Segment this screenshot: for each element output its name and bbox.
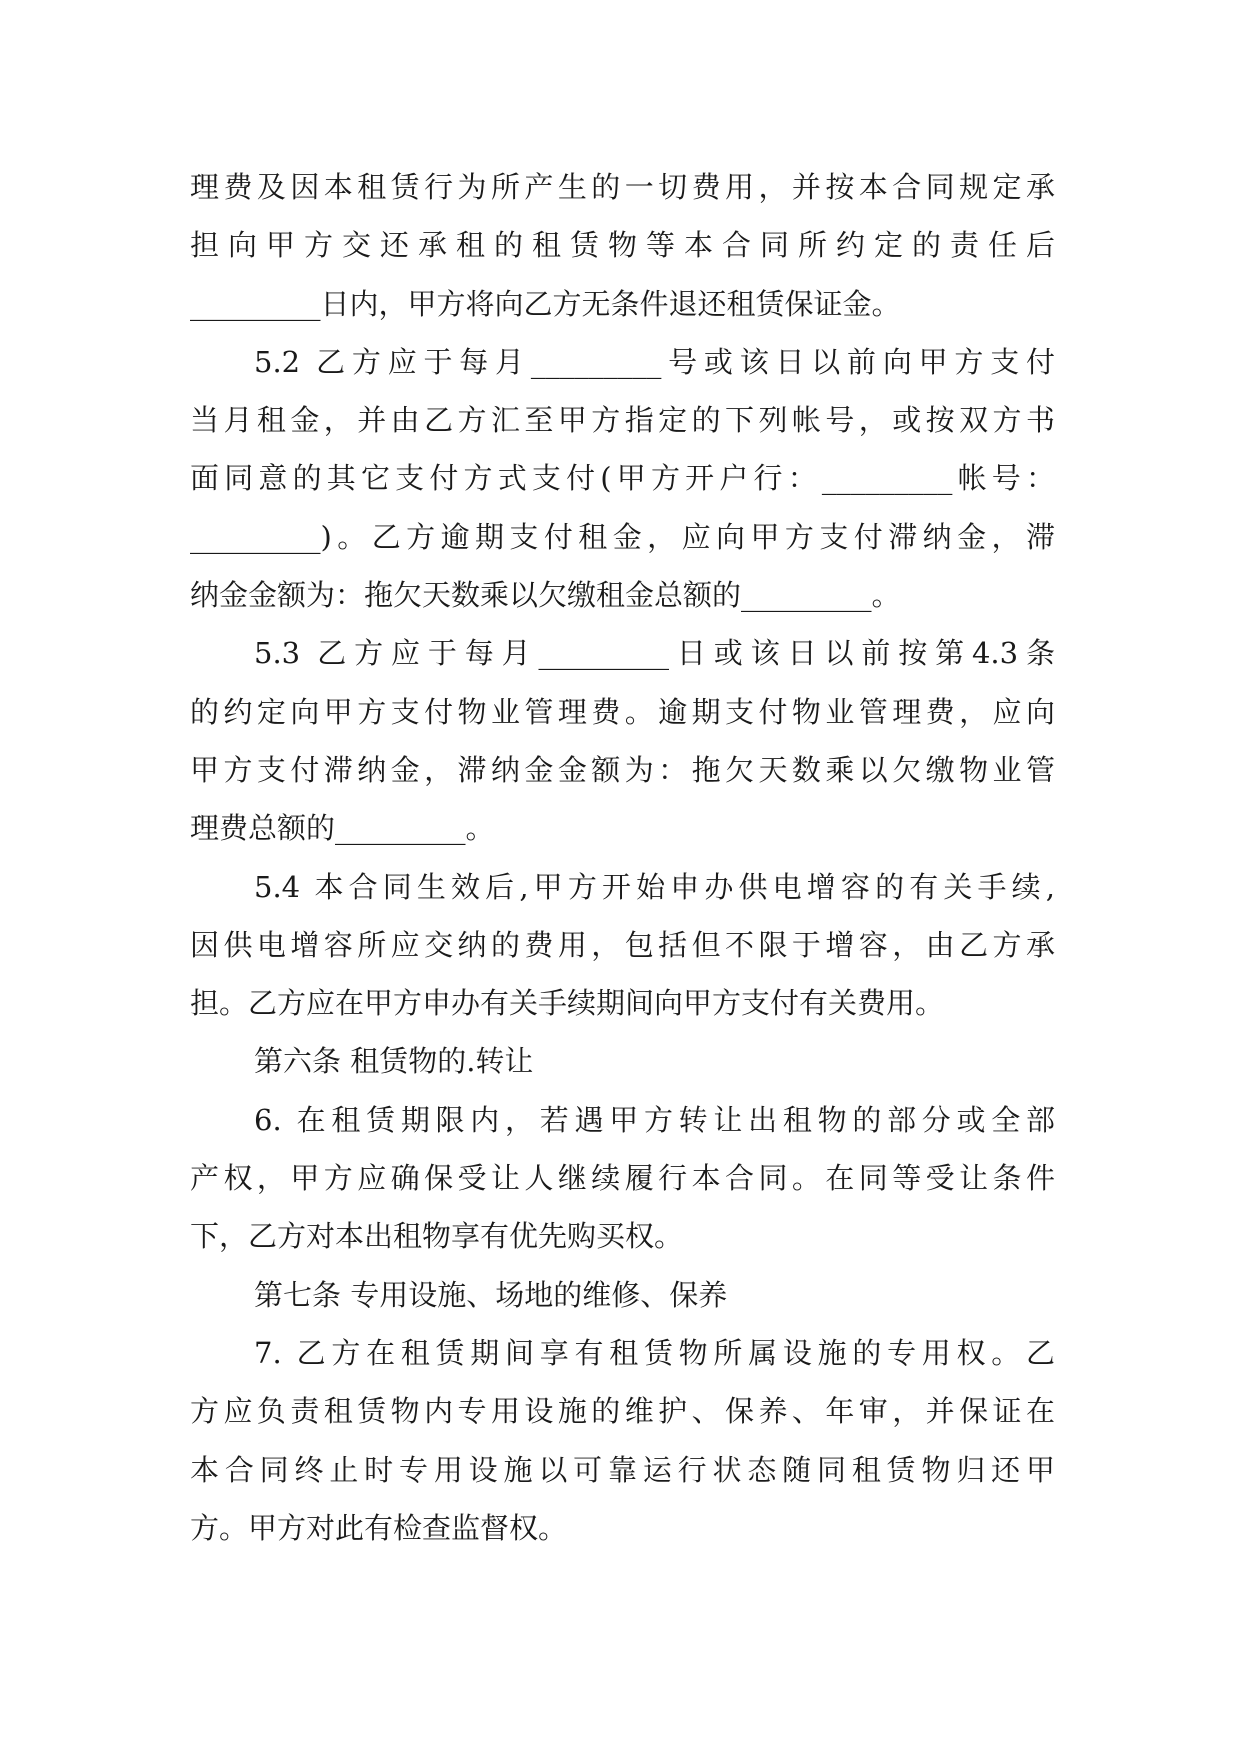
text-line: 纳金金额为：拖欠天数乘以欠缴租金总额的_________。	[190, 578, 901, 613]
text-line: 5.4 本合同生效后,甲方开始申办供电增容的有关手续,	[254, 869, 1055, 904]
text-line: 理费总额的_________。	[190, 811, 495, 846]
document-body	[190, 158, 1055, 1557]
section-heading: 第六条 租赁物的.转让	[254, 1044, 534, 1079]
text-line: 担。乙方应在甲方申办有关手续期间向甲方支付有关费用。	[190, 986, 945, 1021]
text-line: 下，乙方对本出租物享有优先购买权。	[190, 1219, 684, 1254]
text-line: _________日内，甲方将向乙方无条件退还租赁保证金。	[190, 286, 901, 321]
text-line: 因供电增容所应交纳的费用，包括但不限于增容，由乙方承	[190, 927, 1055, 962]
text-line: 本合同终止时专用设施以可靠运行状态随同租赁物归还甲	[190, 1452, 1055, 1487]
section-heading: 第七条 专用设施、场地的维修、保养	[254, 1277, 728, 1312]
text-line: 方应负责租赁物内专用设施的维护、保养、年审，并保证在	[190, 1394, 1055, 1429]
text-line: 5.3 乙方应于每月_________日或该日以前按第4.3条	[254, 636, 1055, 671]
text-line: 5.2 乙方应于每月_________号或该日以前向甲方支付	[254, 344, 1055, 379]
text-line: 的约定向甲方支付物业管理费。逾期支付物业管理费，应向	[190, 694, 1055, 729]
text-line: 理费及因本租赁行为所产生的一切费用，并按本合同规定承	[190, 170, 1055, 204]
text-line: 甲方支付滞纳金，滞纳金金额为：拖欠天数乘以欠缴物业管	[190, 752, 1055, 787]
text-line: 6. 在租赁期限内，若遇甲方转让出租物的部分或全部	[254, 1102, 1055, 1137]
text-line: 当月租金，并由乙方汇至甲方指定的下列帐号，或按双方书	[190, 403, 1055, 438]
text-line: 7. 乙方在租赁期间享有租赁物所属设施的专用权。乙	[254, 1335, 1055, 1370]
text-line: 产权，甲方应确保受让人继续履行本合同。在同等受让条件	[190, 1161, 1055, 1196]
text-line: _________)。乙方逾期支付租金，应向甲方支付滞纳金，滞	[190, 519, 1055, 554]
text-line: 方。甲方对此有检查监督权。	[190, 1510, 568, 1545]
text-line: 担向甲方交还承租的租赁物等本合同所约定的责任后	[190, 228, 1055, 263]
text-line: 面同意的其它支付方式支付(甲方开户行：_________帐号：	[190, 461, 1055, 496]
